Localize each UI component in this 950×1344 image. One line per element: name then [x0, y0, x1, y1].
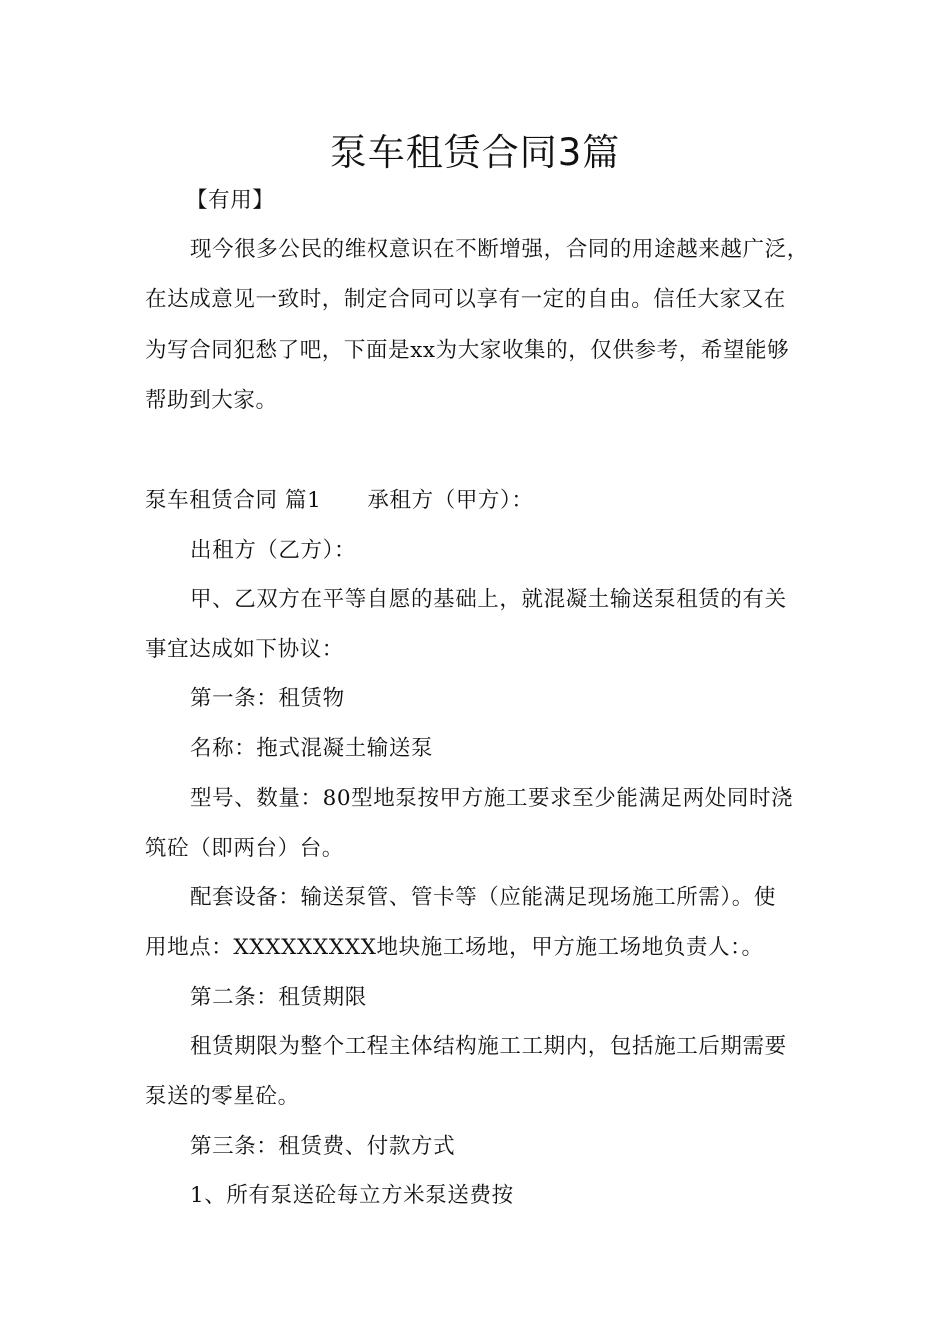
- intro-line-4: 帮助到大家。: [145, 388, 278, 413]
- agreement-line-1: 甲、乙双方在平等自愿的基础上，就混凝土输送泵租赁的有关: [190, 587, 787, 612]
- document-tag: 【有用】: [186, 188, 275, 213]
- model-line-2: 筑砼（即两台）台。: [145, 836, 344, 861]
- section-heading-row: [145, 486, 533, 516]
- intro-line-3: 为写合同犯愁了吧，下面是xx为大家收集的，仅供参考，希望能够: [145, 338, 790, 363]
- intro-line-1: 现今很多公民的维权意识在不断增强，合同的用途越来越广泛，: [190, 237, 809, 262]
- lessor-label: 出租方（乙方）：: [190, 538, 357, 563]
- lessee-label: 承租方（甲方）：: [367, 488, 534, 513]
- article-1-heading: 第一条：租赁物: [190, 686, 345, 711]
- model-line-1: 型号、数量：80型地泵按甲方施工要求至少能满足两处同时浇: [190, 786, 794, 811]
- fee-line-1: 1、所有泵送砼每立方米泵送费按: [190, 1183, 514, 1208]
- equipment-name: 名称：拖式混凝土输送泵: [190, 736, 434, 761]
- intro-line-2: 在达成意见一致时，制定合同可以享有一定的自由。信任大家又在: [145, 287, 786, 312]
- article-3-heading: 第三条：租赁费、付款方式: [190, 1134, 456, 1159]
- document-title: 泵车租赁合同3篇: [329, 131, 621, 174]
- article-2-heading: 第二条：租赁期限: [190, 985, 367, 1010]
- equipment-line-2: 用地点：XXXXXXXXX地块施工场地，甲方施工场地负责人：。: [145, 935, 764, 960]
- equipment-line-1: 配套设备：输送泵管、管卡等（应能满足现场施工所需）。使: [190, 885, 776, 910]
- term-line-2: 泵送的零星砼。: [145, 1084, 300, 1109]
- term-line-1: 租赁期限为整个工程主体结构施工工期内，包括施工后期需要: [190, 1034, 787, 1059]
- section-heading: 泵车租赁合同 篇1: [145, 488, 322, 513]
- agreement-line-2: 事宜达成如下协议：: [145, 637, 344, 662]
